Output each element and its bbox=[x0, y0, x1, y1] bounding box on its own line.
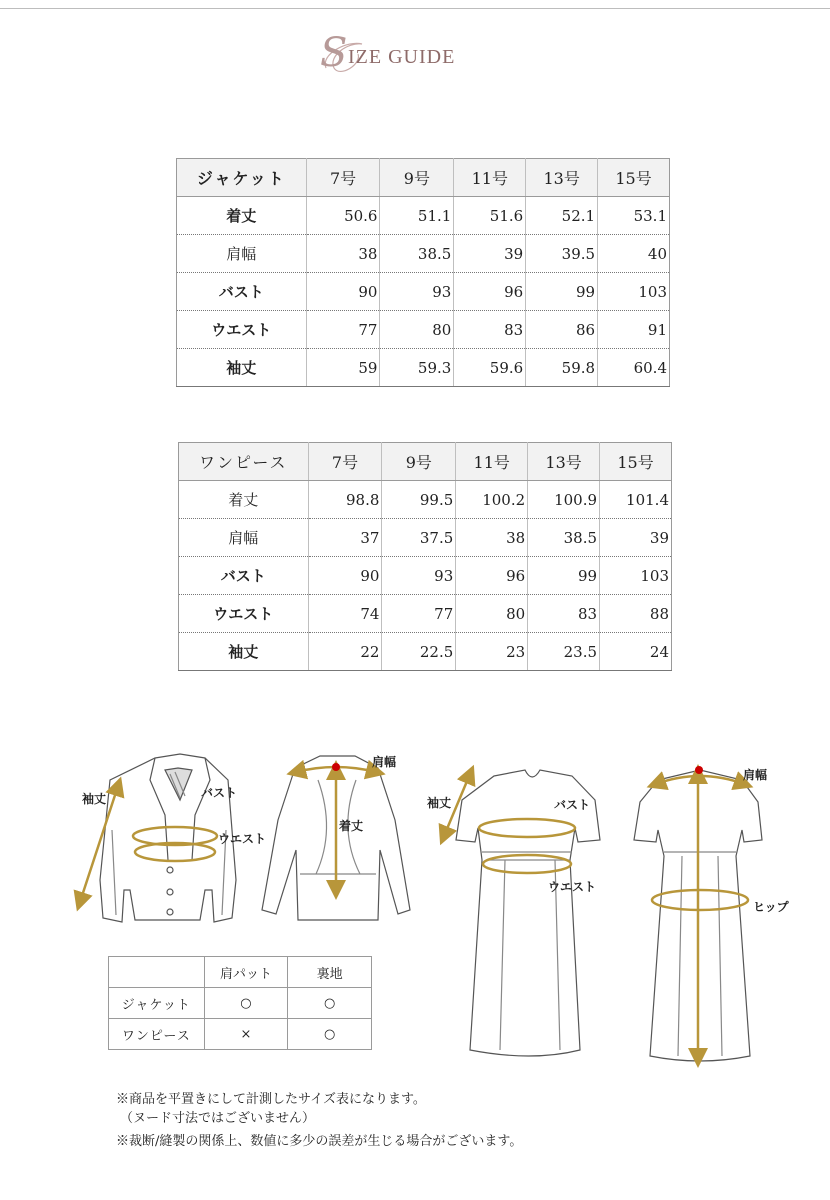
notes bbox=[116, 1090, 522, 1155]
row-label: 肩幅 bbox=[179, 519, 309, 557]
row-label: バスト bbox=[177, 273, 307, 311]
table-cell: 103 bbox=[600, 557, 672, 595]
table-cell: 101.4 bbox=[600, 481, 672, 519]
note-line: ※商品を平置きにして計測したサイズ表になります。 bbox=[116, 1092, 426, 1107]
table-cell: 96 bbox=[456, 557, 528, 595]
jacket-size-table bbox=[176, 158, 670, 387]
table-cell: 91 bbox=[598, 311, 670, 349]
column-header: 9号 bbox=[382, 443, 456, 481]
feature-table bbox=[108, 956, 372, 1050]
table-row bbox=[177, 349, 670, 387]
note-line: （ヌード寸法ではございません） bbox=[120, 1111, 316, 1126]
row-label: バスト bbox=[179, 557, 309, 595]
label-dress-shoulder: 肩幅 bbox=[743, 768, 768, 782]
column-header: 7号 bbox=[308, 443, 382, 481]
column-header: 13号 bbox=[528, 443, 600, 481]
table-cell: 51.6 bbox=[454, 197, 526, 235]
table-cell: 100.2 bbox=[456, 481, 528, 519]
table-cell: 39.5 bbox=[526, 235, 598, 273]
shoulder-point-marker bbox=[332, 763, 340, 771]
label-dress-bust: バスト bbox=[554, 798, 591, 812]
row-label: ワンピース bbox=[109, 1019, 205, 1050]
table-cell: 22.5 bbox=[382, 633, 456, 671]
table-row bbox=[179, 633, 672, 671]
row-label: 袖丈 bbox=[179, 633, 309, 671]
table-cell: × bbox=[204, 1019, 288, 1050]
column-header: 9号 bbox=[380, 159, 454, 197]
table-cell: 24 bbox=[600, 633, 672, 671]
row-label: 袖丈 bbox=[177, 349, 307, 387]
table-cell: 52.1 bbox=[526, 197, 598, 235]
table-cell: 38 bbox=[306, 235, 380, 273]
table-cell: 80 bbox=[380, 311, 454, 349]
table-cell: 39 bbox=[454, 235, 526, 273]
table-cell: 60.4 bbox=[598, 349, 670, 387]
column-header: 15号 bbox=[600, 443, 672, 481]
table-cell: 38.5 bbox=[528, 519, 600, 557]
table-cell: 88 bbox=[600, 595, 672, 633]
table-cell: 93 bbox=[380, 273, 454, 311]
table-header-row bbox=[179, 443, 672, 481]
table-cell: 80 bbox=[456, 595, 528, 633]
table-cell: 90 bbox=[308, 557, 382, 595]
table-row bbox=[179, 519, 672, 557]
table-cell: 83 bbox=[528, 595, 600, 633]
label-dress-sleeve: 袖丈 bbox=[427, 796, 452, 810]
column-header: 15号 bbox=[598, 159, 670, 197]
table-cell: 99.5 bbox=[382, 481, 456, 519]
dress-front-measures bbox=[444, 774, 575, 873]
table-row bbox=[179, 557, 672, 595]
table-cell: 59.6 bbox=[454, 349, 526, 387]
label-dress-waist: ウエスト bbox=[548, 880, 597, 894]
table-cell: 37.5 bbox=[382, 519, 456, 557]
table-cell: 59 bbox=[306, 349, 380, 387]
row-label: 着丈 bbox=[177, 197, 307, 235]
label-jacket-bust: バスト bbox=[201, 786, 238, 800]
table-header-row bbox=[109, 957, 372, 988]
table-row bbox=[177, 197, 670, 235]
size-guide-logo bbox=[318, 30, 518, 78]
table-cell: ○ bbox=[288, 1019, 372, 1050]
table-cell: 74 bbox=[308, 595, 382, 633]
table-row bbox=[177, 273, 670, 311]
table-cell: 37 bbox=[308, 519, 382, 557]
table-cell: 59.3 bbox=[380, 349, 454, 387]
table-cell: 77 bbox=[382, 595, 456, 633]
dress-back-measures bbox=[652, 774, 748, 1058]
column-header: 11号 bbox=[454, 159, 526, 197]
label-jacket-shoulder: 肩幅 bbox=[372, 755, 397, 769]
column-header: 肩パット bbox=[204, 957, 288, 988]
corner-cell bbox=[109, 957, 205, 988]
shoulder-point-marker bbox=[695, 766, 703, 774]
row-label: ウエスト bbox=[177, 311, 307, 349]
table-cell: 38.5 bbox=[380, 235, 454, 273]
table-cell: ○ bbox=[288, 988, 372, 1019]
onepiece-size-table bbox=[178, 442, 672, 671]
table-cell: 59.8 bbox=[526, 349, 598, 387]
table-title: ワンピース bbox=[179, 443, 309, 481]
row-label: 肩幅 bbox=[177, 235, 307, 273]
table-cell: 100.9 bbox=[528, 481, 600, 519]
label-jacket-sleeve: 袖丈 bbox=[82, 792, 107, 806]
table-cell: 51.1 bbox=[380, 197, 454, 235]
logo-letter: S bbox=[320, 30, 348, 76]
logo-title: IZE GUIDE bbox=[348, 46, 456, 68]
table-row bbox=[179, 481, 672, 519]
table-cell: 40 bbox=[598, 235, 670, 273]
table-title: ジャケット bbox=[177, 159, 307, 197]
top-divider bbox=[0, 8, 830, 9]
column-header: 7号 bbox=[306, 159, 380, 197]
table-cell: 99 bbox=[526, 273, 598, 311]
row-label: ウエスト bbox=[179, 595, 309, 633]
table-row bbox=[177, 235, 670, 273]
label-jacket-length: 着丈 bbox=[339, 819, 364, 833]
table-cell: 53.1 bbox=[598, 197, 670, 235]
label-jacket-waist: ウエスト bbox=[218, 832, 267, 846]
table-cell: 83 bbox=[454, 311, 526, 349]
table-cell: 90 bbox=[306, 273, 380, 311]
table-cell: 23 bbox=[456, 633, 528, 671]
table-cell: 50.6 bbox=[306, 197, 380, 235]
table-cell: 22 bbox=[308, 633, 382, 671]
table-cell: 38 bbox=[456, 519, 528, 557]
table-cell: 99 bbox=[528, 557, 600, 595]
table-cell: 93 bbox=[382, 557, 456, 595]
jacket-back-measures bbox=[296, 767, 376, 890]
table-cell: 39 bbox=[600, 519, 672, 557]
table-row bbox=[179, 595, 672, 633]
column-header: 裏地 bbox=[288, 957, 372, 988]
table-cell: 98.8 bbox=[308, 481, 382, 519]
label-dress-hip: ヒップ bbox=[753, 900, 789, 914]
table-header-row bbox=[177, 159, 670, 197]
table-cell: 86 bbox=[526, 311, 598, 349]
column-header: 13号 bbox=[526, 159, 598, 197]
table-row bbox=[109, 1019, 372, 1050]
table-cell: 96 bbox=[454, 273, 526, 311]
note-line: ※裁断/縫製の関係上、数値に多少の誤差が生じる場合がございます。 bbox=[116, 1134, 523, 1149]
table-row bbox=[177, 311, 670, 349]
table-cell: 77 bbox=[306, 311, 380, 349]
table-cell: ○ bbox=[204, 988, 288, 1019]
column-header: 11号 bbox=[456, 443, 528, 481]
row-label: 着丈 bbox=[179, 481, 309, 519]
row-label: ジャケット bbox=[109, 988, 205, 1019]
table-cell: 103 bbox=[598, 273, 670, 311]
table-cell: 23.5 bbox=[528, 633, 600, 671]
table-row bbox=[109, 988, 372, 1019]
